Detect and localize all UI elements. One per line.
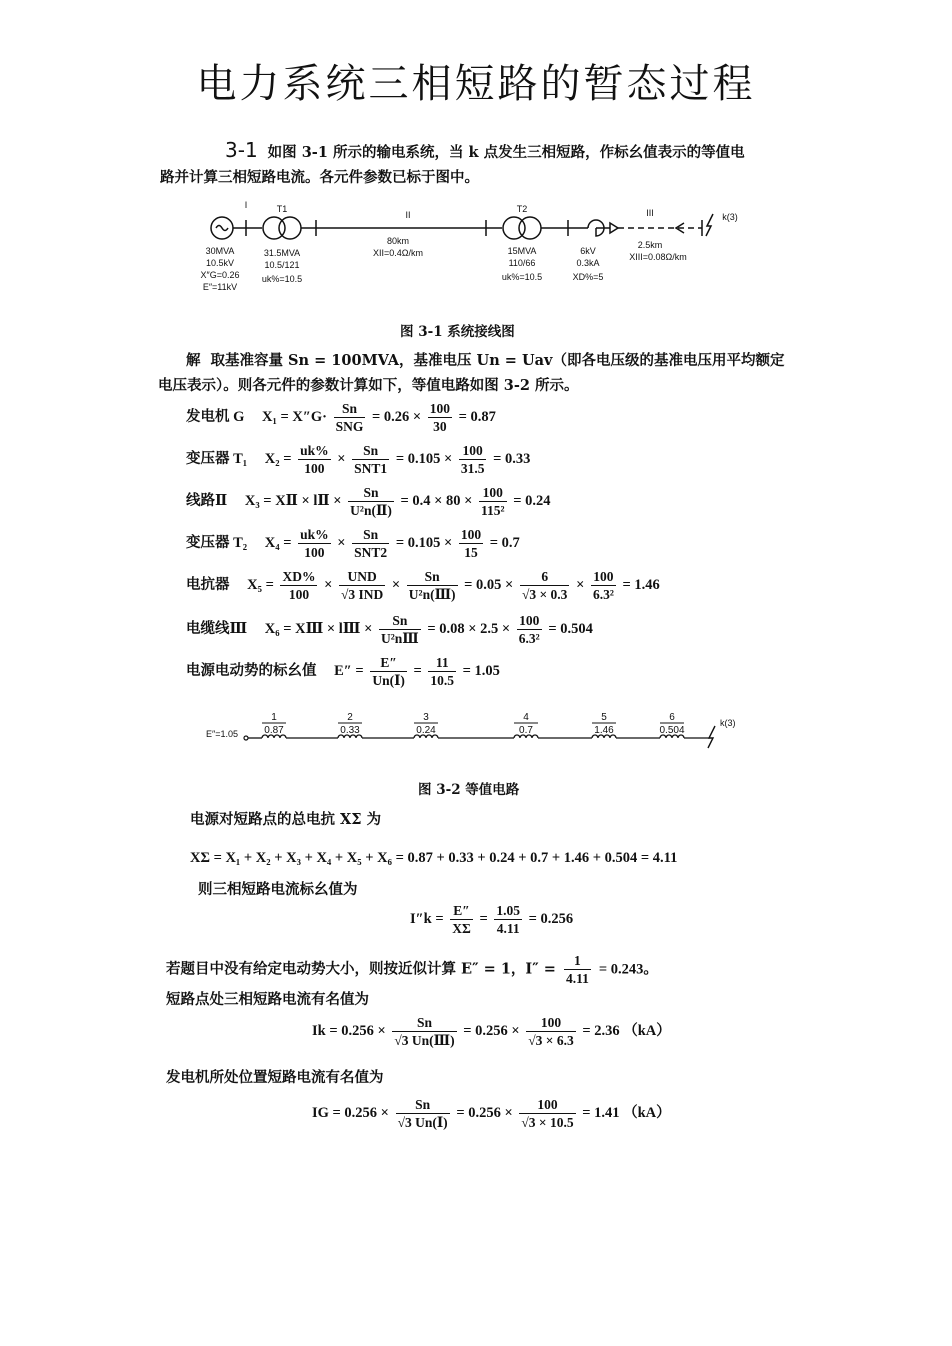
t2-param-3: uk%=10.5: [501, 272, 543, 282]
solution-lead: 解: [186, 352, 201, 369]
denominator: 6.3²: [518, 631, 540, 646]
calc-lhs: X₁ = X″G·: [262, 408, 327, 425]
fraction: [396, 1096, 450, 1131]
calc-result: = 0.24: [513, 492, 551, 509]
calc-line-2: [186, 484, 550, 519]
ik-equation: [410, 902, 573, 937]
element-value-6: 0.504: [659, 725, 685, 736]
fraction: [459, 442, 487, 477]
gen-current-equation: [312, 1096, 671, 1131]
source-node: [244, 736, 248, 740]
calc-emf: [186, 654, 500, 689]
section-1-label: I: [244, 200, 248, 210]
problem-text-1: 如图 3-1 所示的输电系统，当 k 点发生三相短路，作标幺值表示的等值电: [267, 144, 745, 161]
calc-result: = 0.256: [528, 910, 574, 927]
page-title: 电力系统三相短路的暂态过程: [196, 61, 756, 107]
fault-symbol: [708, 726, 715, 748]
calc-reactor: [186, 568, 660, 603]
calc-result: = 0.7: [489, 534, 520, 551]
t2-param-2: 110/66: [508, 258, 536, 268]
fraction: [348, 484, 394, 519]
element-value-1: 0.87: [264, 725, 284, 736]
k-label: k(3): [720, 718, 736, 728]
solution-line-2: 电压表示）。则各元件的参数计算如下，等值电路如图 3-2 所示。: [158, 377, 579, 394]
denominator: SNT1: [354, 461, 388, 476]
fraction: [479, 484, 507, 519]
cable-param-1: 2.5km: [637, 240, 663, 250]
denominator: SNG: [335, 419, 364, 434]
fraction: [352, 442, 389, 477]
numerator: 11: [428, 654, 456, 672]
line-param-2: XII=0.4Ω/km: [373, 248, 423, 258]
numerator: Sn: [407, 568, 458, 586]
denominator: 4.11: [496, 921, 520, 936]
calc-mid: = 0.05 ×: [464, 576, 514, 593]
calc-mid: ×: [337, 450, 346, 467]
calc-result: = 0.504: [548, 620, 593, 637]
fault-current-intro: 短路点处三相短路电流有名值为: [166, 991, 369, 1008]
system-diagram: [190, 196, 750, 300]
t1-param-2: 10.5/121: [264, 260, 300, 270]
calc-lhs: X₃ = XⅡ × lⅡ ×: [244, 492, 342, 509]
numerator: Sn: [352, 526, 389, 544]
source-label: E″=1.05: [206, 729, 238, 739]
calc-label: 电抗器: [186, 576, 230, 593]
section-3-label: III: [646, 208, 654, 218]
calc-mid: = 0.105 ×: [395, 534, 453, 551]
gen-param-4: E″=11kV: [202, 282, 238, 292]
total-intro: 电源对短路点的总电抗 XΣ 为: [190, 811, 382, 828]
element-id-5: 5: [601, 712, 607, 723]
calc-transformer-t1: [186, 442, 530, 477]
cable-param-2: XIII=0.08Ω/km: [629, 252, 687, 262]
calc-lhs: X₂ =: [264, 450, 292, 467]
element-value-4: 0.7: [519, 725, 533, 736]
numerator: 100: [519, 1096, 575, 1114]
calc-mid: = 0.256 ×: [456, 1104, 513, 1121]
calc-mid: = 0.4 × 80 ×: [400, 492, 473, 509]
calc-mid: ×: [324, 576, 333, 593]
numerator: 1.05: [496, 903, 520, 918]
equivalent-circuit: [200, 706, 760, 752]
fraction: [517, 612, 542, 647]
denominator: 10.5: [430, 673, 455, 688]
numerator: uk%: [300, 443, 329, 458]
fraction: [428, 400, 452, 435]
denominator: 31.5: [460, 461, 485, 476]
fraction: [298, 526, 331, 561]
numerator: Sn: [379, 612, 421, 630]
problem-line-1: [225, 138, 745, 162]
fraction: [428, 654, 456, 689]
t1-param-3: uk%=10.5: [261, 274, 303, 284]
numerator: Sn: [392, 1014, 456, 1032]
calc-label: 线路Ⅱ: [186, 492, 228, 509]
element-id-2: 2: [347, 712, 353, 723]
numerator: E″: [450, 902, 473, 920]
calc-label: 发电机 G: [186, 408, 245, 425]
denominator: 15: [464, 545, 478, 560]
calc-mid: =: [479, 910, 488, 927]
numerator: 100: [460, 527, 482, 542]
denominator: √3 Un(Ⅰ): [397, 1115, 448, 1130]
element-id-3: 3: [423, 712, 429, 723]
calc-label: 电缆线Ⅲ: [186, 620, 248, 637]
solution-line-1: [186, 349, 784, 370]
denominator: 115²: [481, 503, 505, 518]
total-equation: XΣ = X₁ + X₂ + X₃ + X₄ + X₅ + X₆ = 0.87 + 0.33 + 0.24 + 0.7 + 1.46 + 0.504 = 4.11: [190, 850, 678, 866]
fraction: [459, 526, 483, 561]
fraction: [298, 442, 331, 477]
numerator: Sn: [334, 400, 366, 418]
section-2-label: II: [405, 210, 411, 220]
calc-lhs: X₅ =: [247, 576, 274, 593]
calc-mid: ×: [391, 576, 401, 593]
numerator: 100: [591, 568, 616, 586]
denominator: √3 × 10.5: [521, 1115, 574, 1130]
t2-param-1: 15MVA: [507, 246, 537, 256]
calc-cable-3: [186, 612, 593, 647]
calc-mid: = 0.105 ×: [395, 450, 453, 467]
fraction: [564, 952, 591, 987]
fraction: [519, 1096, 575, 1131]
numerator: 100: [429, 401, 451, 416]
reactor-param-3: XD%=5: [572, 272, 604, 282]
denominator: U²nⅢ: [380, 631, 419, 646]
calc-label: 变压器 T₁: [186, 450, 248, 467]
gen-current-intro: 发电机所处位置短路电流有名值为: [166, 1069, 384, 1086]
fraction: [280, 568, 317, 603]
denominator: 100: [288, 587, 310, 602]
denominator: 4.11: [565, 971, 589, 986]
solution-text-1: 取基准容量 Sn = 100MVA，基准电压 Un = Uav（即各电压级的基准电压用平均额定: [210, 352, 785, 369]
fraction: [450, 902, 473, 937]
numerator: 100: [526, 1014, 575, 1032]
denominator: 6.3²: [592, 587, 614, 602]
calc-label: 电源电动势的标幺值: [186, 662, 317, 679]
calc-lhs: E″ =: [334, 662, 364, 679]
fraction: [494, 902, 522, 937]
numerator: XD%: [282, 569, 316, 584]
element-value-2: 0.33: [340, 725, 360, 736]
element-value-5: 1.46: [594, 725, 614, 736]
calc-mid: = 0.26 ×: [371, 408, 422, 425]
figure-1-caption: 图 3-1 系统接线图: [400, 324, 515, 340]
numerator: UND: [339, 568, 385, 586]
t2-label: T2: [516, 204, 528, 214]
fraction: [591, 568, 616, 603]
calc-mid: = 0.256 ×: [463, 1022, 520, 1039]
calc-lhs: X₆ = XⅢ × lⅢ ×: [264, 620, 373, 637]
denominator: √3 Un(Ⅲ): [394, 1033, 455, 1048]
calc-result: = 0.87: [458, 408, 496, 425]
calc-lhs: I″k =: [410, 910, 444, 927]
numerator: E″: [370, 654, 407, 672]
t1-label: T1: [276, 204, 288, 214]
fraction: [392, 1014, 456, 1049]
fault-current-equation: [312, 1014, 671, 1049]
gen-param-3: X″G=0.26: [200, 270, 240, 280]
denominator: U²n(Ⅲ): [408, 587, 456, 602]
calc-mid: ×: [576, 576, 585, 593]
fraction: [370, 654, 407, 689]
denominator: √3 × 6.3: [528, 1033, 574, 1048]
denominator: 100: [304, 545, 325, 560]
element-id-4: 4: [523, 712, 529, 723]
calc-lhs: IG = 0.256 ×: [312, 1104, 389, 1121]
fraction: [339, 568, 385, 603]
numerator: 1: [564, 952, 591, 970]
fraction: [379, 612, 421, 647]
calc-transformer-t2: [186, 526, 520, 561]
line-param-1: 80km: [386, 236, 410, 246]
fraction: [526, 1014, 575, 1049]
problem-line-2: 路并计算三相短路电流。各元件参数已标于图中。: [160, 169, 479, 186]
calc-mid: = 0.08 × 2.5 ×: [427, 620, 511, 637]
calc-label: 变压器 T₂: [186, 534, 248, 551]
fraction: [407, 568, 458, 603]
approx-line: [166, 952, 658, 987]
calc-mid: ×: [337, 534, 346, 551]
denominator: √3 × 0.3: [521, 587, 568, 602]
calc-result: = 1.46: [622, 576, 660, 593]
element-id-1: 1: [271, 712, 277, 723]
problem-number: 3-1: [225, 138, 258, 162]
denominator: XΣ: [452, 921, 471, 936]
denominator: 30: [433, 419, 447, 434]
reactor-param-1: 6kV: [580, 246, 596, 256]
calc-generator: [186, 400, 496, 435]
fraction: [334, 400, 366, 435]
calc-result: = 0.33: [493, 450, 531, 467]
calc-result: = 1.41 （kA）: [582, 1104, 671, 1121]
denominator: √3 IND: [340, 587, 384, 602]
numerator: Sn: [352, 442, 389, 460]
approx-result: = 0.243。: [598, 961, 658, 978]
approx-text: 若题目中没有给定电动势大小，则按近似计算 E″ = 1，I″ =: [166, 960, 556, 978]
figure-2-caption: 图 3-2 等值电路: [418, 782, 520, 798]
numerator: 6: [520, 568, 569, 586]
element-id-6: 6: [669, 712, 675, 723]
calc-mid: =: [413, 662, 422, 679]
numerator: 100: [517, 612, 542, 630]
element-value-3: 0.24: [416, 725, 436, 736]
numerator: Sn: [396, 1096, 450, 1114]
numerator: uk%: [300, 527, 329, 542]
then-text: 则三相短路电流标幺值为: [198, 881, 358, 898]
gen-param-1: 30MVA: [205, 246, 235, 256]
calc-result: = 1.05: [462, 662, 500, 679]
equivalent-circuit-elements: [248, 712, 710, 738]
t1-param-1: 31.5MVA: [263, 248, 301, 258]
calc-lhs: X₄ =: [264, 534, 292, 551]
fraction: [520, 568, 569, 603]
denominator: U²n(Ⅱ): [350, 503, 392, 518]
denominator: SNT2: [354, 545, 388, 560]
calc-lhs: Ik = 0.256 ×: [312, 1022, 386, 1039]
gen-param-2: 10.5kV: [205, 258, 235, 268]
fraction: [352, 526, 389, 561]
reactor-param-2: 0.3kA: [576, 258, 600, 268]
calc-result: = 2.36 （kA）: [582, 1022, 671, 1039]
numerator: 100: [479, 484, 507, 502]
denominator: 100: [304, 461, 325, 476]
numerator: 100: [459, 442, 487, 460]
k-label: k(3): [722, 212, 738, 222]
denominator: Un(Ⅰ): [372, 673, 405, 688]
fault-symbol: [706, 214, 713, 236]
numerator: Sn: [348, 484, 394, 502]
